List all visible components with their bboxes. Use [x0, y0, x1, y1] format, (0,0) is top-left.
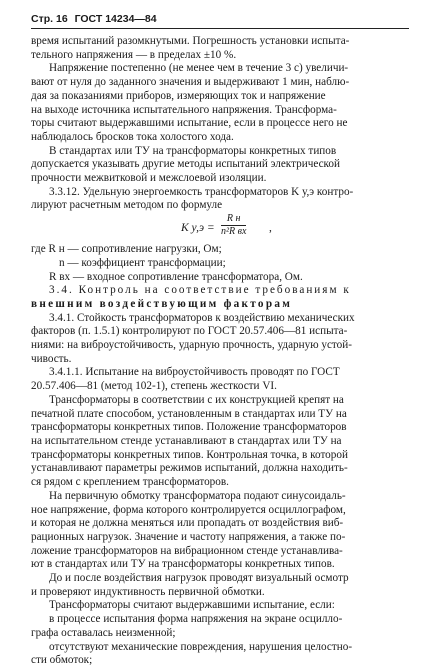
document-page	[31, 12, 409, 668]
text-line: ют в стандартах или ТУ на трансформаторы конкретных типов.	[31, 558, 335, 571]
legend-line: R вх — входное сопротивление трансформатора, Ом.	[49, 270, 303, 283]
text-line: в процессе испытания форма напряжения на экране осцилло-	[49, 613, 343, 626]
text-line: ложение трансформаторов на вибрационном стенде устанавлива-	[31, 544, 343, 557]
text-line: торы считают выдержавшими испытание, если в процессе него не	[31, 117, 348, 130]
text-line: печатной плате способом, установленным в стандартах или ТУ на	[31, 407, 347, 420]
text-line: наблюдалось бросков тока холостого хода.	[31, 130, 234, 143]
legend-line: где R н — сопротивление нагрузки, Ом;	[31, 243, 222, 256]
text-line: графа оставалась неизменной;	[31, 626, 176, 639]
legend-line: n — коэффициент трансформации;	[59, 256, 226, 269]
text-line: ное напряжение, форма которого контролируется осциллографом,	[31, 503, 346, 516]
text-line: ся рядом с креплением трансформаторов.	[31, 476, 229, 489]
text-line: До и после воздействия нагрузок проводят визуальный осмотр	[49, 572, 349, 585]
text-line: сти обмоток;	[31, 654, 93, 667]
text-line: устанавливают параметры режимов испытаний, должна находить-	[31, 462, 348, 475]
text-line: время испытаний разомкнутыми. Погрешность установки испыта-	[31, 35, 350, 47]
page-label: Стр. 16	[31, 13, 68, 25]
text-line: В стандартах или ТУ на трансформаторы конкретных типов	[49, 144, 337, 157]
text-line: трансформаторы конкретных типов. Положение трансформаторов	[31, 421, 347, 434]
text-line: прочности межвитковой и межслоевой изоляции.	[31, 172, 267, 185]
text-line: допускается указывать другие методы испытаний электрической	[31, 158, 340, 171]
text-line: дая за показаниями приборов, измеряющих ток и напряжение	[31, 89, 326, 102]
text-line: тельного напряжения — в пределах ±10 %.	[31, 48, 237, 61]
text-line: лируют расчетным методом по формуле	[31, 199, 223, 212]
text-line: чивость.	[31, 352, 72, 365]
text-line: 3.3.12. Удельную энергоемкость трансформаторов K у,э контро-	[49, 185, 354, 198]
formula-comma: ,	[269, 222, 272, 235]
energy-capacity-formula	[31, 213, 409, 243]
formula-lhs: K у,э =	[181, 222, 215, 235]
text-line: 3.4.1.1. Испытание на виброустойчивость проводят по ГОСТ	[49, 366, 340, 379]
section-heading: внешним воздействующим факторам	[31, 297, 293, 310]
formula-numerator: R н	[221, 213, 246, 226]
text-line: отсутствуют механические повреждения, нарушения целостно-	[49, 640, 353, 653]
text-line: вают от нуля до заданного значения и выдерживают 1 мин, наблю-	[31, 76, 350, 89]
page-header	[31, 12, 409, 29]
text-line: рационных нагрузок. Значение и частоту напряжения, а также по-	[31, 530, 346, 543]
text-line: трансформаторы конкретных типов. Контрольная точка, в которой	[31, 448, 348, 461]
text-line: На первичную обмотку трансформатора подают синусоидаль-	[49, 489, 346, 502]
formula-denominator: n²R вх	[221, 226, 247, 238]
text-line: Напряжение постепенно (не менее чем в течение 3 с) увеличи-	[49, 62, 349, 75]
text-line: 3.4.1. Стойкость трансформаторов к воздействию механических	[49, 311, 355, 324]
text-line: на выходе источника испытательного напряжения. Трансформа-	[31, 103, 337, 116]
formula-fraction	[221, 213, 246, 238]
section-heading: 3.4. Контроль на соответствие требованиям к	[49, 284, 351, 297]
text-line: и проверяют индуктивность первичной обмотки.	[31, 585, 265, 598]
text-line: Трансформаторы считают выдержавшими испытание, если:	[49, 599, 335, 612]
text-line: факторов (п. 1.5.1) контролируют по ГОСТ 20.57.406—81 испыта-	[31, 325, 348, 338]
standard-code: ГОСТ 14234—84	[74, 13, 157, 25]
text-line: на испытательном стенде устанавливают в стандартах или ТУ на	[31, 434, 342, 447]
text-line: ниями: на виброустойчивость, ударную прочность, ударную устой-	[31, 339, 352, 352]
text-line: Трансформаторы в соответствии с их конструкцией крепят на	[49, 393, 344, 406]
text-line: и которая не должна меняться или пропадать от воздействия виб-	[31, 517, 344, 530]
text-line: 20.57.406—81 (метод 102-1), степень жесткости VI.	[31, 380, 277, 393]
